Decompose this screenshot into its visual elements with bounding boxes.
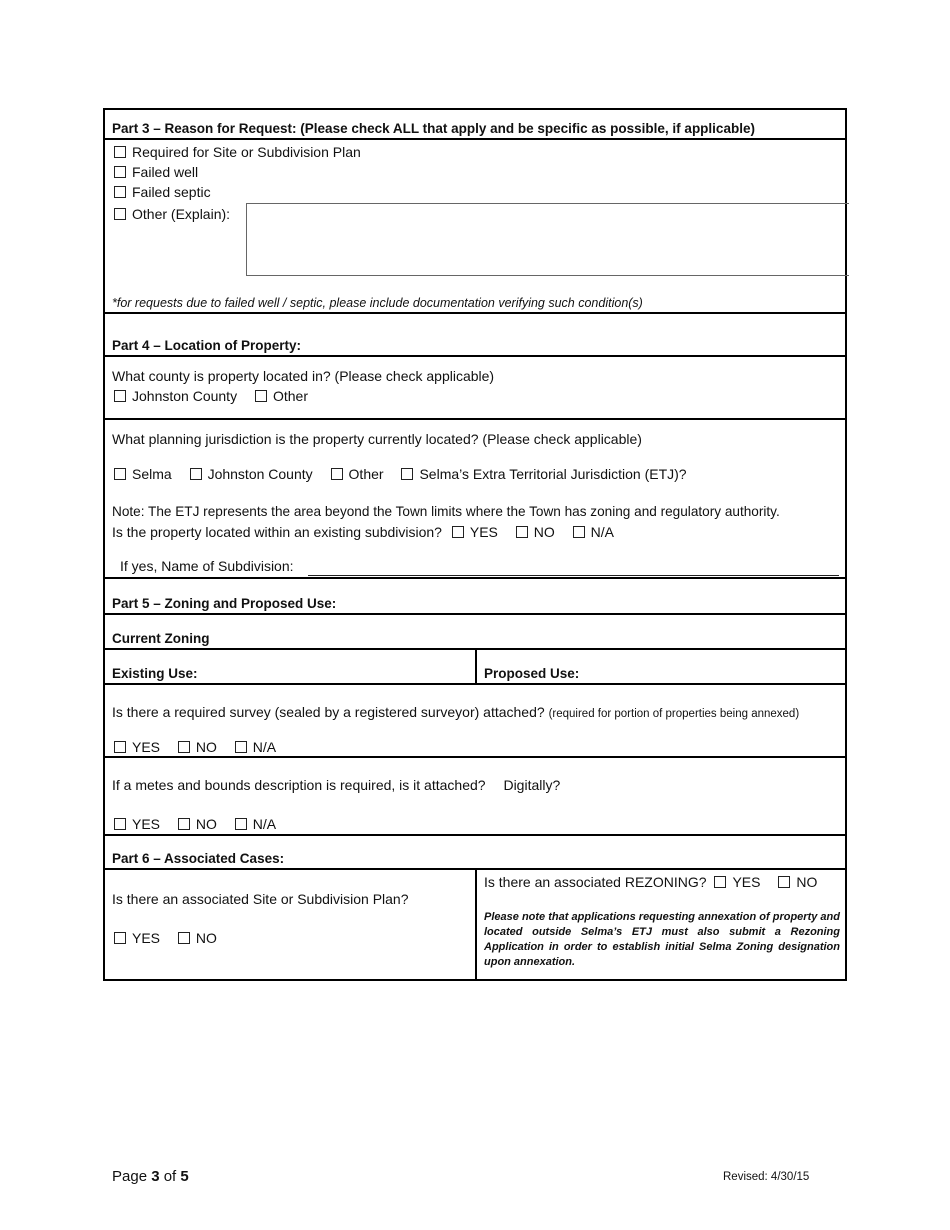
- survey-option-na[interactable]: N/A: [235, 739, 276, 755]
- survey-option-yes[interactable]: YES: [114, 739, 160, 755]
- survey-note: (required for portion of properties being annexed): [548, 708, 800, 720]
- checkbox[interactable]: [178, 741, 190, 753]
- county-option-other[interactable]: Other: [255, 388, 308, 404]
- metes-option-no[interactable]: NO: [178, 816, 217, 832]
- divider: [105, 834, 845, 836]
- reason-option-failed-septic[interactable]: Failed septic: [114, 183, 211, 201]
- part3-title: Part 3 – Reason for Request: (Please check ALL that apply and be specific as possible, if applicable): [112, 121, 755, 136]
- subdivision-name-underline: [308, 575, 839, 576]
- current-zoning-label: Current Zoning: [112, 631, 210, 646]
- revised-date: Revised: 4/30/15: [723, 1171, 810, 1183]
- divider: [105, 138, 845, 140]
- rezoning-option-yes[interactable]: YES: [714, 874, 760, 890]
- checkbox[interactable]: [331, 468, 343, 480]
- checkbox[interactable]: [114, 186, 126, 198]
- part4-title: Part 4 – Location of Property:: [112, 338, 302, 353]
- metes-digital-label: Digitally?: [503, 777, 561, 793]
- site-plan-option-yes[interactable]: YES: [114, 930, 160, 946]
- county-option-johnston[interactable]: Johnston County: [114, 388, 237, 404]
- survey-option-no[interactable]: NO: [178, 739, 217, 755]
- checkbox[interactable]: [516, 526, 528, 538]
- subdivision-option-na[interactable]: N/A: [573, 524, 614, 540]
- checkbox[interactable]: [714, 876, 726, 888]
- jurisdiction-question: What planning jurisdiction is the property currently located? (Please check applicable): [112, 431, 642, 447]
- divider: [105, 756, 845, 758]
- rezoning-row: [484, 873, 831, 891]
- proposed-use-label: Proposed Use:: [484, 666, 580, 681]
- column-divider: [475, 648, 477, 683]
- subdivision-question: Is the property located within an existing subdivision?: [112, 524, 442, 540]
- metes-option-na[interactable]: N/A: [235, 816, 276, 832]
- reason-option-failed-well[interactable]: Failed well: [114, 163, 198, 181]
- reason-option-site-plan[interactable]: Required for Site or Subdivision Plan: [114, 143, 361, 161]
- reason-option-other[interactable]: Other (Explain):: [114, 205, 230, 223]
- divider: [105, 683, 845, 685]
- subdivision-row: [112, 523, 628, 541]
- etj-note: Note: The ETJ represents the area beyond the Town limits where the Town has zoning and regulatory authority.: [112, 504, 780, 519]
- site-plan-question: Is there an associated Site or Subdivision Plan?: [112, 891, 409, 907]
- subdivision-option-no[interactable]: NO: [516, 524, 555, 540]
- checkbox[interactable]: [235, 741, 247, 753]
- annexation-note: Please note that applications requesting annexation of property and located outside Selma’s ETJ must also submit a Rezoning Application in order to establish initial Selma Zoning designation upon annexation.: [484, 911, 840, 968]
- part5-title: Part 5 – Zoning and Proposed Use:: [112, 596, 337, 611]
- survey-row: [112, 703, 799, 723]
- column-divider: [475, 868, 477, 981]
- checkbox[interactable]: [114, 932, 126, 944]
- checkbox[interactable]: [452, 526, 464, 538]
- checkbox[interactable]: [114, 468, 126, 480]
- metes-options: [114, 815, 290, 833]
- survey-question: Is there a required survey (sealed by a registered surveyor) attached?: [112, 704, 545, 720]
- checkbox[interactable]: [401, 468, 413, 480]
- part3-note: *for requests due to failed well / septic, please include documentation verifying such condition(s): [112, 296, 643, 310]
- metes-question: If a metes and bounds description is required, is it attached?: [112, 777, 486, 793]
- divider: [105, 613, 845, 615]
- jurisdiction-option-selma[interactable]: Selma: [114, 466, 172, 482]
- divider: [105, 355, 845, 357]
- checkbox[interactable]: [114, 208, 126, 220]
- checkbox[interactable]: [190, 468, 202, 480]
- jurisdiction-option-other[interactable]: Other: [331, 466, 384, 482]
- checkbox[interactable]: [114, 166, 126, 178]
- rezoning-option-no[interactable]: NO: [778, 874, 817, 890]
- jurisdiction-option-johnston[interactable]: Johnston County: [190, 466, 313, 482]
- page-number: Page 3 of 5: [112, 1168, 189, 1185]
- existing-use-label: Existing Use:: [112, 666, 198, 681]
- checkbox[interactable]: [235, 818, 247, 830]
- subdivision-name-label: If yes, Name of Subdivision:: [120, 558, 294, 574]
- divider: [105, 577, 845, 579]
- checkbox[interactable]: [114, 741, 126, 753]
- county-question: What county is property located in? (Please check applicable): [112, 368, 495, 384]
- current-page: 3: [151, 1168, 160, 1185]
- rezoning-question: Is there an associated REZONING?: [484, 874, 707, 890]
- checkbox[interactable]: [778, 876, 790, 888]
- divider: [105, 312, 845, 314]
- checkbox[interactable]: [573, 526, 585, 538]
- site-plan-option-no[interactable]: NO: [178, 930, 217, 946]
- metes-row: [112, 776, 560, 794]
- checkbox[interactable]: [255, 390, 267, 402]
- county-options: [114, 387, 322, 405]
- checkbox[interactable]: [114, 818, 126, 830]
- jurisdiction-options: [114, 465, 701, 483]
- application-form: [103, 108, 847, 981]
- part6-title: Part 6 – Associated Cases:: [112, 851, 285, 866]
- survey-options: [114, 738, 290, 756]
- metes-option-yes[interactable]: YES: [114, 816, 160, 832]
- checkbox[interactable]: [178, 932, 190, 944]
- subdivision-option-yes[interactable]: YES: [452, 524, 498, 540]
- checkbox[interactable]: [114, 146, 126, 158]
- jurisdiction-option-etj[interactable]: Selma’s Extra Territorial Jurisdiction (ETJ)?: [401, 466, 686, 482]
- other-explain-field[interactable]: [246, 203, 849, 276]
- site-plan-options: [114, 929, 231, 947]
- divider: [105, 418, 845, 420]
- total-pages: 5: [180, 1168, 189, 1185]
- checkbox[interactable]: [178, 818, 190, 830]
- checkbox[interactable]: [114, 390, 126, 402]
